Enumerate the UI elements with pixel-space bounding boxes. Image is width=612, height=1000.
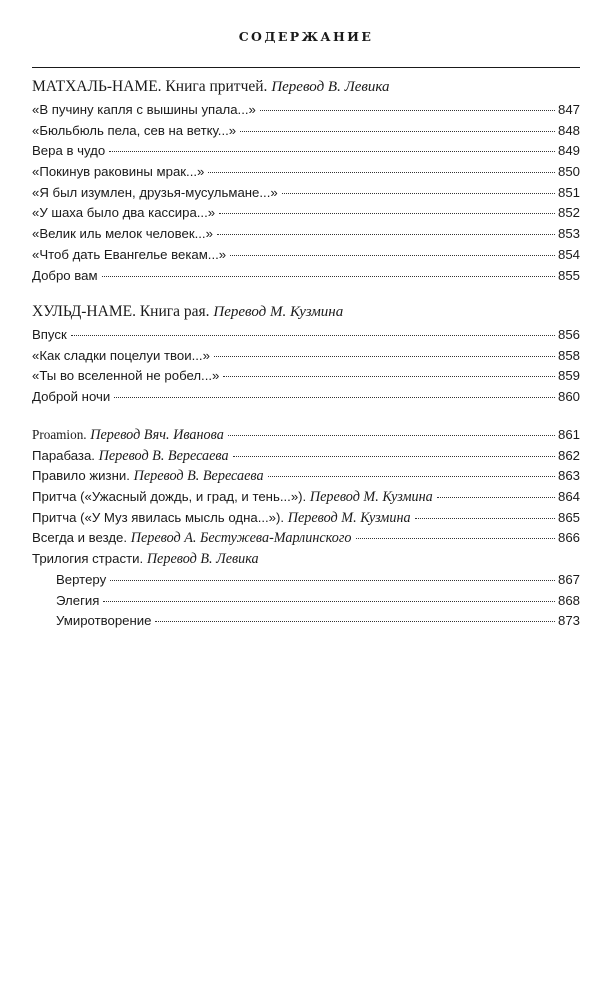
trilogy-heading-group: [32, 549, 259, 570]
entry-title-group: [32, 528, 352, 549]
toc-entry[interactable]: [32, 570, 580, 591]
dot-leader: [217, 234, 555, 235]
entry-title: Элегия: [56, 592, 100, 608]
entry-page-number: 873: [557, 613, 580, 629]
entry-page-number: 851: [557, 184, 580, 200]
toc-entry[interactable]: [32, 387, 580, 408]
entry-translator: Перевод Вяч. Иванова: [90, 427, 224, 443]
entry-page-number: 855: [557, 267, 580, 283]
dot-leader: [233, 456, 555, 457]
entry-title: «Чтоб дать Евангелье векам...»: [32, 246, 227, 262]
entry-translator: Перевод М. Кузмина: [287, 509, 411, 526]
entry-page-number: 867: [557, 571, 580, 587]
entry-title: Притча («Ужасный дождь, и град, и тень...»).: [32, 489, 307, 505]
entry-title-group: [32, 487, 433, 508]
toc-entry[interactable]: [32, 346, 580, 367]
section-other-poems: [32, 425, 580, 632]
entry-translator: Перевод В. Вересаева: [133, 468, 264, 485]
section-heading: [32, 302, 580, 322]
entry-title: Добро вам: [32, 267, 98, 283]
entry-title: Впуск: [32, 327, 67, 342]
entry-page-number: 866: [557, 530, 580, 546]
section-heading: [32, 77, 580, 97]
toc-entry[interactable]: [32, 591, 580, 612]
entry-title: Парабаза.: [32, 447, 95, 463]
section-matkhal-name: [32, 77, 580, 286]
toc-entry[interactable]: [32, 121, 580, 142]
section-heading-translator: Перевод М. Кузмина: [213, 304, 344, 320]
entry-title: Всегда и везде.: [32, 530, 128, 546]
entry-title: «Ты во вселенной не робел...»: [32, 368, 220, 384]
toc-entry[interactable]: [32, 366, 580, 387]
toc-entry[interactable]: [32, 528, 580, 549]
page-title: СОДЕРЖАНИЕ: [238, 29, 374, 44]
entry-title: «Велик иль мелок человек...»: [32, 226, 213, 242]
toc-entry[interactable]: [32, 487, 580, 508]
entry-page-number: 868: [557, 592, 580, 608]
entry-title: «Я был изумлен, друзья-мусульмане...»: [32, 184, 278, 200]
dot-leader: [356, 538, 555, 539]
entry-page-number: 849: [557, 143, 580, 159]
dot-leader: [71, 335, 555, 336]
toc-entry[interactable]: [32, 224, 580, 245]
entry-title: Proamion.: [32, 427, 87, 442]
entry-page-number: 859: [557, 368, 580, 384]
entry-page-number: 862: [557, 447, 580, 463]
entry-page-number: 858: [557, 347, 580, 363]
dot-leader: [155, 621, 555, 622]
toc-entry[interactable]: [32, 245, 580, 266]
entry-title: Умиротворение: [56, 613, 152, 629]
entry-title: «У шаха было два кассира...»: [32, 205, 216, 221]
title-divider: [32, 67, 580, 68]
entry-title-group: [32, 466, 264, 487]
entry-page-number: 856: [557, 327, 580, 342]
entry-title: Доброй ночи: [32, 389, 111, 405]
dot-leader: [102, 276, 555, 277]
entry-translator: Перевод В. Вересаева: [98, 447, 229, 464]
entry-title-group: [32, 508, 411, 529]
dot-leader: [219, 213, 555, 214]
entry-translator: Перевод М. Кузмина: [309, 489, 433, 506]
entry-page-number: 863: [557, 468, 580, 484]
entry-page-number: 852: [557, 205, 580, 221]
dot-leader: [415, 518, 555, 519]
dot-leader: [268, 476, 555, 477]
dot-leader: [223, 376, 555, 377]
dot-leader: [260, 110, 555, 111]
entry-title-group: [32, 446, 229, 467]
toc-entry[interactable]: [32, 466, 580, 487]
entry-page-number: 854: [557, 246, 580, 262]
dot-leader: [437, 497, 555, 498]
dot-leader: [228, 435, 555, 436]
dot-leader: [110, 580, 555, 581]
entry-translator: Перевод А. Бестужева-Марлинского: [130, 530, 352, 547]
entry-title: «В пучину капля с вышины упала...»: [32, 102, 256, 117]
entry-title: «Покинув раковины мрак...»: [32, 164, 205, 180]
section-heading-title: ХУЛЬД-НАМЕ. Книга рая.: [32, 303, 210, 320]
dot-leader: [214, 356, 555, 357]
toc-entry[interactable]: [32, 611, 580, 632]
toc-entry[interactable]: [32, 266, 580, 287]
entry-title: «Бюльбюль пела, сев на ветку...»: [32, 122, 237, 138]
toc-entry[interactable]: [32, 162, 580, 183]
toc-entry[interactable]: [32, 446, 580, 467]
toc-entry[interactable]: [32, 425, 580, 446]
trilogy-heading: [32, 549, 580, 570]
entry-page-number: 865: [557, 509, 580, 525]
entry-title: Вертеру: [56, 571, 107, 587]
entry-page-number: 861: [557, 427, 580, 442]
entry-page-number: 853: [557, 226, 580, 242]
entry-page-number: 860: [557, 389, 580, 405]
entry-page-number: 848: [557, 122, 580, 138]
entry-page-number: 850: [557, 164, 580, 180]
toc-entry[interactable]: [32, 141, 580, 162]
toc-entry[interactable]: [32, 508, 580, 529]
toc-entry[interactable]: [32, 183, 580, 204]
trilogy-title: Трилогия страсти.: [32, 551, 144, 567]
dot-leader: [103, 601, 555, 602]
entry-title-group: [32, 425, 224, 446]
dot-leader: [282, 193, 555, 194]
section-heading-title: МАТХАЛЬ-НАМЕ. Книга притчей.: [32, 78, 268, 95]
entry-page-number: 864: [557, 489, 580, 505]
dot-leader: [230, 255, 555, 256]
dot-leader: [114, 397, 555, 398]
dot-leader: [109, 151, 555, 152]
toc-entry[interactable]: [32, 203, 580, 224]
toc-entry[interactable]: [32, 325, 580, 346]
trilogy-translator: Перевод В. Левика: [146, 551, 259, 568]
entry-title: «Как сладки поцелуи твои...»: [32, 347, 210, 363]
section-khuld-name: [32, 302, 580, 408]
entry-page-number: 847: [557, 102, 580, 117]
entry-title: Правило жизни.: [32, 468, 130, 484]
section-heading-translator: Перевод В. Левика: [271, 79, 390, 95]
entry-title: Притча («У Муз явилась мысль одна...»).: [32, 509, 285, 525]
dot-leader: [240, 131, 555, 132]
dot-leader: [208, 172, 555, 173]
entry-title: Вера в чудо: [32, 143, 106, 159]
toc-entry[interactable]: [32, 100, 580, 121]
